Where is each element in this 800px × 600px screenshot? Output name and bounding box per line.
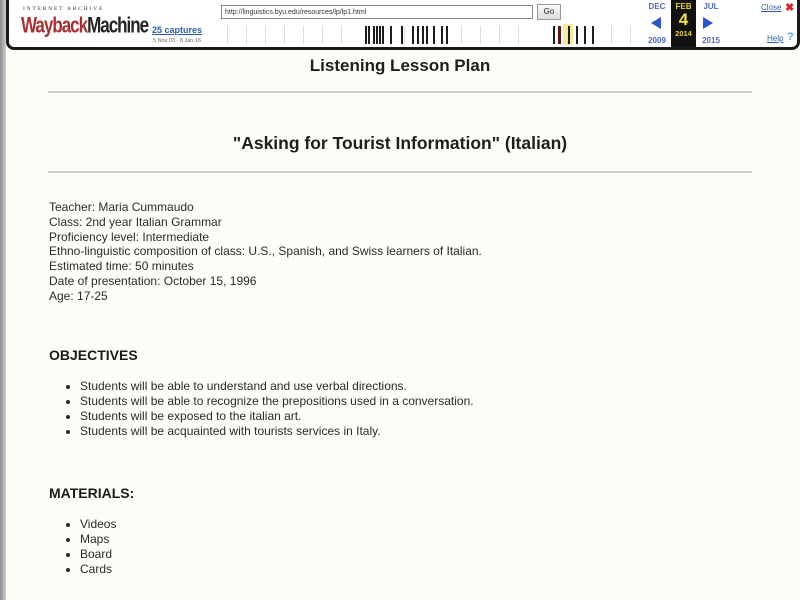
age-line: Age: 17-25 bbox=[49, 288, 108, 303]
objectives-heading: OBJECTIVES bbox=[49, 346, 138, 363]
current-capture-date: FEB 4 2014 bbox=[671, 0, 696, 47]
page-content bbox=[0, 50, 800, 577]
close-x-icon[interactable]: ✖ bbox=[785, 2, 795, 14]
wayback-toolbar bbox=[6, 0, 800, 50]
capture-calendar-nav bbox=[641, 0, 731, 47]
list-item: • Students will be able to recognize the prepositions used in a conversation. bbox=[80, 394, 800, 409]
next-capture-arrow-icon[interactable] bbox=[703, 17, 713, 29]
materials-list bbox=[80, 517, 800, 577]
list-item: • Videos bbox=[80, 517, 800, 532]
wayback-logo[interactable] bbox=[21, 6, 149, 40]
materials-heading: MATERIALS: bbox=[49, 484, 135, 501]
proficiency-line: Proficiency level: Intermediate bbox=[49, 229, 210, 244]
list-item: • Students will be acquainted with tourists services in Italy. bbox=[80, 424, 800, 439]
list-item: • Students will be exposed to the italian art. bbox=[80, 409, 800, 424]
page-title: Listening Lesson Plan bbox=[309, 56, 491, 75]
captures-date-range: 5 Nov 03 - 8 Jan 16 bbox=[152, 38, 201, 44]
class-line: Class: 2nd year Italian Grammar bbox=[49, 214, 222, 229]
presentation-date-line: Date of presentation: October 15, 1996 bbox=[49, 273, 257, 288]
internet-archive-label: INTERNET ARCHIVE bbox=[23, 6, 105, 12]
captures-link[interactable]: 25 captures bbox=[151, 25, 203, 35]
url-input[interactable]: http://linguistics.byu.edu/resources/lp/lp1.html bbox=[221, 5, 533, 19]
help-question-icon[interactable]: ? bbox=[787, 31, 794, 43]
composition-line: Ethno-linguistic composition of class: U.S., Spanish, and Swiss learners of Italian. bbox=[49, 244, 482, 259]
estimated-time-line: Estimated time: 50 minutes bbox=[49, 259, 194, 274]
divider bbox=[48, 171, 752, 173]
go-button[interactable]: Go bbox=[537, 4, 561, 20]
lesson-title: "Asking for Tourist Information" (Italian) bbox=[232, 133, 568, 153]
current-capture-marker bbox=[558, 26, 561, 44]
divider bbox=[48, 91, 752, 93]
close-toolbar-link[interactable]: Close bbox=[761, 3, 782, 12]
list-item: • Cards bbox=[80, 562, 800, 577]
objectives-list bbox=[80, 379, 800, 439]
lesson-metadata bbox=[49, 200, 800, 304]
teacher-line: Teacher: Maria Cummaudo bbox=[49, 200, 194, 214]
prev-capture-year[interactable]: 2009 bbox=[648, 36, 666, 45]
list-item: • Maps bbox=[80, 532, 800, 547]
captures-summary bbox=[141, 25, 213, 44]
next-capture-month[interactable]: JUL bbox=[703, 2, 719, 11]
prev-capture-arrow-icon[interactable] bbox=[651, 17, 661, 29]
help-link[interactable]: Help bbox=[767, 34, 784, 43]
list-item: • Students will be able to understand and use verbal directions. bbox=[80, 379, 800, 394]
wayback-machine-wordmark: WaybackMachine bbox=[21, 13, 149, 38]
prev-capture-month[interactable]: DEC bbox=[648, 2, 666, 11]
capture-timeline-sparkline[interactable] bbox=[219, 22, 634, 46]
next-capture-year[interactable]: 2015 bbox=[702, 36, 720, 45]
list-item: • Board bbox=[80, 547, 800, 562]
